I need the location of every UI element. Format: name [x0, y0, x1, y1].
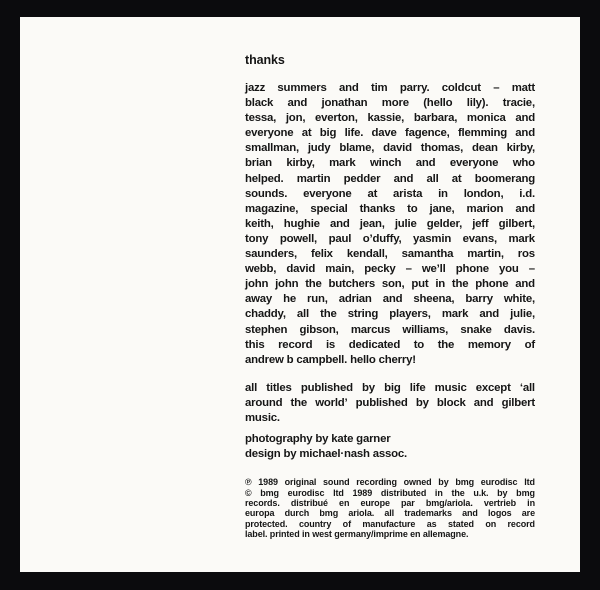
word: fagence, [405, 127, 450, 140]
word: coldcut [441, 82, 481, 94]
word: evans, [462, 232, 497, 245]
word: gilbert [501, 396, 535, 409]
word: marcus [350, 323, 391, 336]
word: ariola. [348, 508, 375, 519]
word: in [438, 187, 448, 200]
word: gelder, [426, 217, 463, 230]
word: stephen [245, 323, 288, 336]
word: and [382, 293, 403, 306]
word: i.d. [519, 187, 535, 200]
word: martin [296, 172, 331, 185]
word: dean [471, 142, 498, 155]
text-line [245, 323, 535, 338]
text-line [245, 232, 535, 247]
word: thomas, [420, 142, 464, 155]
word: blame, [339, 142, 375, 155]
word: jean, [359, 217, 385, 230]
text-line [245, 247, 535, 262]
word: all [384, 508, 395, 519]
word: in [527, 497, 535, 508]
word: bmg [516, 487, 535, 498]
word: london, [463, 187, 504, 200]
word: bmg/ariola. [425, 497, 473, 508]
word: by [438, 477, 449, 488]
text-line [245, 508, 535, 518]
word: run, [306, 293, 328, 306]
text-line: label. printed in west germany/imprime en allemagne. [245, 528, 469, 539]
word: distribué [290, 497, 328, 508]
word: and [479, 308, 500, 321]
word: black [245, 97, 274, 110]
word: durch [284, 508, 310, 519]
text-line [245, 519, 535, 529]
word: © [245, 487, 252, 498]
word: helped. [245, 172, 284, 185]
word: all [296, 308, 309, 321]
word: hughie [283, 217, 320, 230]
word: julie [394, 217, 417, 230]
word: pedder [343, 172, 381, 185]
word: of [524, 338, 535, 351]
word: en [339, 497, 350, 508]
word: pecky [364, 263, 396, 276]
word: block [436, 396, 466, 409]
word: we’ll [421, 263, 446, 276]
word: published [300, 381, 353, 394]
word: this [245, 338, 265, 351]
word: mark [329, 157, 356, 170]
word: main, [325, 263, 355, 276]
word: except [475, 381, 511, 394]
word: memory [467, 338, 511, 351]
word: david [286, 263, 316, 276]
word: saunders, [245, 248, 298, 261]
word: marion [466, 202, 504, 215]
word: keith, [245, 217, 274, 230]
text-line: andrew b campbell. hello cherry! [245, 353, 416, 366]
word: flemming [457, 127, 507, 140]
word: david [383, 142, 412, 155]
word: webb, [245, 263, 277, 276]
word: the [451, 278, 469, 291]
word: all [245, 381, 258, 394]
word: jazz [245, 82, 266, 94]
word: ros [517, 248, 535, 261]
word: in [434, 487, 443, 498]
word: everton, [315, 112, 358, 125]
word: chaddy, [245, 308, 286, 321]
word: everyone [303, 187, 352, 200]
word: 1989 [352, 487, 373, 498]
word: bmg [319, 508, 339, 519]
word: tony [245, 232, 269, 245]
word: winch [370, 157, 402, 170]
word: the [290, 396, 308, 409]
word: felix [311, 248, 333, 261]
photography-design-paragraph [245, 432, 535, 462]
word: record [507, 518, 535, 529]
word: and [287, 97, 308, 110]
word: jon, [285, 112, 306, 125]
word: tim [371, 82, 388, 94]
text-line [245, 396, 535, 411]
word: who [512, 157, 535, 170]
word: recording [356, 477, 397, 488]
word: kirby, [506, 142, 535, 155]
text-line [245, 96, 535, 111]
word: vertrieb [483, 497, 517, 508]
word: published [355, 396, 408, 409]
word: music [434, 381, 467, 394]
word: and [515, 127, 535, 140]
word: parry. [399, 82, 430, 94]
word: john [275, 278, 299, 291]
word: brian [245, 157, 272, 170]
word: and [515, 278, 535, 291]
word: son, [381, 278, 405, 291]
word: (hello [423, 97, 453, 110]
word: ‘all [519, 381, 535, 394]
text-line [245, 81, 535, 96]
word: players, [389, 308, 431, 321]
word: trademarks [404, 508, 452, 519]
word: at [451, 172, 462, 185]
word: to [407, 202, 418, 215]
word: jane, [429, 202, 455, 215]
word: matt [511, 82, 535, 94]
word: protected. [245, 518, 288, 529]
word: sheena, [413, 293, 455, 306]
word: yasmin [413, 232, 452, 245]
word: the [437, 338, 455, 351]
word: more [381, 97, 409, 110]
word: are [521, 508, 535, 519]
text-line [245, 262, 535, 277]
word: and [339, 82, 359, 94]
word: logos [488, 508, 512, 519]
word: williams, [402, 323, 449, 336]
text-line [245, 126, 535, 141]
word: records. [245, 497, 280, 508]
word: big [384, 381, 401, 394]
word: sound [323, 477, 350, 488]
word: davis. [503, 323, 535, 336]
word: life [409, 381, 426, 394]
word: snake [460, 323, 492, 336]
word: you [499, 263, 519, 276]
word: phone [455, 263, 489, 276]
word: titles [266, 381, 292, 394]
text-line [245, 187, 535, 202]
word: by [362, 381, 375, 394]
text-line [245, 111, 535, 126]
word: away [245, 293, 273, 306]
booklet-page [20, 17, 580, 572]
word: is [325, 338, 336, 351]
word: on [485, 518, 497, 529]
word: and [515, 202, 535, 215]
word: thanks [359, 202, 396, 215]
word: smallman, [245, 142, 299, 155]
word: owned [403, 477, 432, 488]
word: kassie, [367, 112, 405, 125]
word: u.k. [473, 487, 489, 498]
word: phone [475, 278, 509, 291]
word: distributed [380, 487, 427, 498]
word: stated [447, 518, 474, 529]
word: barry [465, 293, 493, 306]
word: sounds. [245, 187, 288, 200]
text-line [245, 381, 535, 396]
word: the [320, 308, 337, 321]
word: around [245, 396, 283, 409]
word: by [497, 487, 508, 498]
word: and [415, 157, 436, 170]
word: bmg [260, 487, 279, 498]
word: he [283, 293, 296, 306]
word: life. [344, 127, 364, 140]
word: butchers [328, 278, 376, 291]
word: eurodisc [480, 477, 518, 488]
thanks-heading: thanks [245, 53, 285, 67]
text-line [245, 172, 535, 187]
word: and [515, 112, 535, 125]
word: bmg [455, 477, 475, 488]
text-line [245, 217, 535, 232]
word: dave [371, 127, 397, 140]
word: julie, [510, 308, 535, 321]
word: as [426, 518, 437, 529]
word: kendall, [346, 248, 388, 261]
word: ltd [524, 477, 535, 488]
word: dedicated [348, 338, 401, 351]
word: string [347, 308, 379, 321]
word: special [310, 202, 348, 215]
word: – [528, 263, 535, 276]
text-line [245, 307, 535, 322]
word: boomerang [474, 172, 535, 185]
word: put [411, 278, 429, 291]
word: europa [245, 508, 275, 519]
word: world’ [315, 396, 348, 409]
word: everyone [449, 157, 499, 170]
text-line [245, 477, 535, 487]
credits-paragraph [245, 81, 535, 368]
word: and [329, 217, 350, 230]
word: 1989 [258, 477, 278, 488]
word: gibson, [299, 323, 339, 336]
word: jeff [472, 217, 489, 230]
word: gilbert, [498, 217, 535, 230]
legal-small-print [245, 477, 535, 539]
word: martin, [467, 248, 504, 261]
word: mark [441, 308, 469, 321]
thanks-text-block [245, 53, 535, 539]
word: to [413, 338, 425, 351]
word: samantha [401, 248, 454, 261]
word: all [426, 172, 439, 185]
text-line [245, 277, 535, 292]
word: mark [508, 232, 535, 245]
word: everyone [245, 127, 294, 140]
word: – [405, 263, 412, 276]
word: and [462, 508, 478, 519]
word: john [245, 278, 269, 291]
word: the [451, 487, 465, 498]
text-line [245, 292, 535, 307]
word: in [435, 278, 446, 291]
word: o’duffy, [362, 232, 402, 245]
word: eurodisc [287, 487, 325, 498]
word: europe [360, 497, 390, 508]
word: adrian [338, 293, 372, 306]
word: at [301, 127, 312, 140]
word: paul [328, 232, 352, 245]
text-line [245, 488, 535, 498]
word: big [319, 127, 337, 140]
text-line [245, 338, 535, 353]
word: magazine, [245, 202, 299, 215]
word: tessa, [245, 112, 277, 125]
word: summers [277, 82, 327, 94]
word: jonathan [321, 97, 368, 110]
word: the [305, 278, 322, 291]
word: arista [393, 187, 423, 200]
word: – [493, 82, 500, 94]
word: manufacture [362, 518, 416, 529]
text-line [245, 156, 535, 171]
word: judy [307, 142, 331, 155]
word: barbara, [413, 112, 458, 125]
word: country [298, 518, 332, 529]
word: par [400, 497, 415, 508]
word: original [284, 477, 317, 488]
text-line: design by michael·nash assoc. [245, 448, 407, 461]
word: white, [503, 293, 535, 306]
text-line: photography by kate garner [245, 433, 391, 446]
text-line [245, 498, 535, 508]
publishing-paragraph [245, 381, 535, 426]
text-line [245, 202, 535, 217]
word: and [473, 396, 494, 409]
text-line: music. [245, 411, 280, 424]
word: by [415, 396, 429, 409]
word: and [393, 172, 414, 185]
word: ℗ [245, 477, 252, 488]
text-line [245, 141, 535, 156]
word: kirby, [286, 157, 315, 170]
word: ltd [333, 487, 344, 498]
word: monica [466, 112, 506, 125]
word: record [278, 338, 313, 351]
word: of [342, 518, 351, 529]
word: powell, [279, 232, 318, 245]
word: tracie, [502, 97, 535, 110]
word: at [367, 187, 378, 200]
word: lily). [466, 97, 489, 110]
